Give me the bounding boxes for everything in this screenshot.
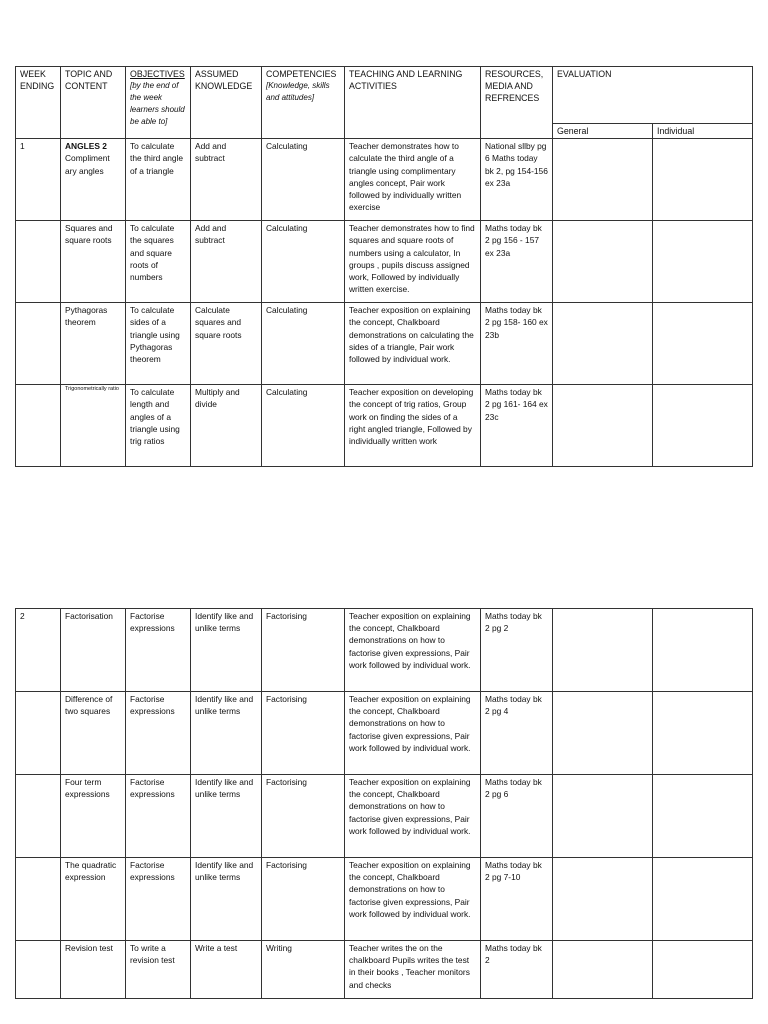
assumed-cell: Write a test bbox=[191, 941, 262, 999]
objective-cell: To calculate sides of a triangle using Pythagoras theorem bbox=[126, 303, 191, 385]
topic-text: Compliment ary angles bbox=[65, 153, 110, 176]
objective-cell: To calculate the third angle of a triangle bbox=[126, 139, 191, 221]
assumed-cell: Add and subtract bbox=[191, 221, 262, 303]
competency-cell: Factorising bbox=[262, 609, 345, 692]
table-row bbox=[16, 941, 753, 999]
table-row bbox=[16, 858, 753, 941]
competency-cell: Factorising bbox=[262, 858, 345, 941]
resources-cell: National sllby pg 6 Maths today bk 2, pg 154-156 ex 23a bbox=[481, 139, 553, 221]
activities-cell: Teacher exposition on explaining the concept, Chalkboard demonstrations on how to factorise given expressions, Pair work followed by individual work. bbox=[345, 609, 481, 692]
table-row bbox=[16, 775, 753, 858]
assumed-cell: Identify like and unlike terms bbox=[191, 775, 262, 858]
topic-cell: Difference of two squares bbox=[61, 692, 126, 775]
objective-cell: Factorise expressions bbox=[126, 775, 191, 858]
week-cell bbox=[16, 692, 61, 775]
activities-cell: Teacher writes the on the chalkboard Pupils writes the test in their books , Teacher monitors and checks bbox=[345, 941, 481, 999]
assumed-cell: Identify like and unlike terms bbox=[191, 609, 262, 692]
header-resources: RESOURCES, MEDIA AND REFRENCES bbox=[481, 67, 553, 139]
competencies-title: COMPETENCIES bbox=[266, 69, 337, 79]
objective-cell: Factorise expressions bbox=[126, 858, 191, 941]
evaluation-individual-cell bbox=[653, 692, 753, 775]
topic-cell: Factorisation bbox=[61, 609, 126, 692]
topic-cell: The quadratic expression bbox=[61, 858, 126, 941]
competency-cell: Calculating bbox=[262, 385, 345, 467]
objective-cell: To calculate the squares and square roots of numbers bbox=[126, 221, 191, 303]
week-cell: 2 bbox=[16, 609, 61, 692]
topic-cell: Pythagoras theorem bbox=[61, 303, 126, 385]
header-evaluation: EVALUATION bbox=[553, 67, 753, 124]
competency-cell: Factorising bbox=[262, 775, 345, 858]
evaluation-general-cell bbox=[553, 609, 653, 692]
activities-cell: Teacher demonstrates how to find squares and square roots of numbers using a calculator, In groups , pupils discuss assigned work, Followed by individually written exercise. bbox=[345, 221, 481, 303]
table-row bbox=[16, 221, 753, 303]
assumed-cell: Identify like and unlike terms bbox=[191, 858, 262, 941]
activities-cell: Teacher exposition on explaining the concept, Chalkboard demonstrations on how to factorise given expressions, Pair work followed by individual work. bbox=[345, 692, 481, 775]
objectives-title: OBJECTIVES bbox=[130, 69, 185, 79]
week-cell bbox=[16, 858, 61, 941]
topic-cell: Squares and square roots bbox=[61, 221, 126, 303]
evaluation-individual-cell bbox=[653, 609, 753, 692]
week-cell bbox=[16, 385, 61, 467]
header-individual: Individual bbox=[653, 124, 753, 139]
header-activities: TEACHING AND LEARNING ACTIVITIES bbox=[345, 67, 481, 139]
evaluation-general-cell bbox=[553, 303, 653, 385]
week-cell: 1 bbox=[16, 139, 61, 221]
objectives-note: [by the end of the week learners should be able to] bbox=[130, 81, 185, 127]
competency-cell: Calculating bbox=[262, 303, 345, 385]
table-row bbox=[16, 139, 753, 221]
table-row bbox=[16, 609, 753, 692]
activities-cell: Teacher exposition on developing the concept of trig ratios, Group work on finding the sides of a right angled triangle, Followed by individually written work bbox=[345, 385, 481, 467]
objective-cell: Factorise expressions bbox=[126, 692, 191, 775]
assumed-cell: Calculate squares and square roots bbox=[191, 303, 262, 385]
competency-cell: Writing bbox=[262, 941, 345, 999]
competencies-note: [Knowledge, skills and attitudes] bbox=[266, 81, 330, 103]
objective-cell: To calculate length and angles of a triangle using trig ratios bbox=[126, 385, 191, 467]
resources-cell: Maths today bk 2 pg 158- 160 ex 23b bbox=[481, 303, 553, 385]
evaluation-general-cell bbox=[553, 692, 653, 775]
assumed-cell: Add and subtract bbox=[191, 139, 262, 221]
evaluation-individual-cell bbox=[653, 858, 753, 941]
header-objectives bbox=[126, 67, 191, 139]
header-topic: TOPIC AND CONTENT bbox=[61, 67, 126, 139]
evaluation-individual-cell bbox=[653, 303, 753, 385]
topic-heading: ANGLES 2 bbox=[65, 141, 107, 152]
resources-cell: Maths today bk 2 pg 4 bbox=[481, 692, 553, 775]
assumed-cell: Identify like and unlike terms bbox=[191, 692, 262, 775]
resources-cell: Maths today bk 2 pg 2 bbox=[481, 609, 553, 692]
header-week-ending: WEEK ENDING bbox=[16, 67, 61, 139]
topic-cell: Four term expressions bbox=[61, 775, 126, 858]
evaluation-general-cell bbox=[553, 775, 653, 858]
header-assumed-knowledge: ASSUMED KNOWLEDGE bbox=[191, 67, 262, 139]
evaluation-general-cell bbox=[553, 385, 653, 467]
week-cell bbox=[16, 775, 61, 858]
header-competencies bbox=[262, 67, 345, 139]
week-cell bbox=[16, 303, 61, 385]
activities-cell: Teacher exposition on explaining the concept, Chalkboard demonstrations on how to factorise given expressions, Pair work followed by individual work. bbox=[345, 775, 481, 858]
evaluation-general-cell bbox=[553, 941, 653, 999]
table-row bbox=[16, 385, 753, 467]
topic-cell: Revision test bbox=[61, 941, 126, 999]
topic-cell bbox=[61, 139, 126, 221]
resources-cell: Maths today bk 2 pg 7-10 bbox=[481, 858, 553, 941]
assumed-cell: Multiply and divide bbox=[191, 385, 262, 467]
objective-cell: Factorise expressions bbox=[126, 609, 191, 692]
evaluation-general-cell bbox=[553, 858, 653, 941]
scheme-table-week-1 bbox=[15, 66, 753, 467]
activities-cell: Teacher exposition on explaining the concept, Chalkboard demonstrations on calculating the sides of a triangle, Pair work followed by individual work. bbox=[345, 303, 481, 385]
competency-cell: Calculating bbox=[262, 221, 345, 303]
evaluation-individual-cell bbox=[653, 221, 753, 303]
competency-cell: Calculating bbox=[262, 139, 345, 221]
evaluation-general-cell bbox=[553, 139, 653, 221]
evaluation-individual-cell bbox=[653, 775, 753, 858]
evaluation-individual-cell bbox=[653, 139, 753, 221]
week-cell bbox=[16, 221, 61, 303]
activities-cell: Teacher demonstrates how to calculate the third angle of a triangle using complimentary angles concept, Pair work followed by individually written exercise bbox=[345, 139, 481, 221]
evaluation-general-cell bbox=[553, 221, 653, 303]
evaluation-individual-cell bbox=[653, 941, 753, 999]
week-cell bbox=[16, 941, 61, 999]
activities-cell: Teacher exposition on explaining the concept, Chalkboard demonstrations on how to factorise given expressions, Pair work followed by individual work. bbox=[345, 858, 481, 941]
resources-cell: Maths today bk 2 pg 6 bbox=[481, 775, 553, 858]
table-row bbox=[16, 303, 753, 385]
evaluation-individual-cell bbox=[653, 385, 753, 467]
objective-cell: To write a revision test bbox=[126, 941, 191, 999]
resources-cell: Maths today bk 2 pg 161- 164 ex 23c bbox=[481, 385, 553, 467]
header-general: General bbox=[553, 124, 653, 139]
resources-cell: Maths today bk 2 bbox=[481, 941, 553, 999]
header-row bbox=[16, 67, 753, 124]
resources-cell: Maths today bk 2 pg 156 - 157 ex 23a bbox=[481, 221, 553, 303]
topic-cell: Trigonometrically ratio bbox=[61, 385, 126, 467]
competency-cell: Factorising bbox=[262, 692, 345, 775]
scheme-table-week-2 bbox=[15, 608, 753, 999]
table-row bbox=[16, 692, 753, 775]
